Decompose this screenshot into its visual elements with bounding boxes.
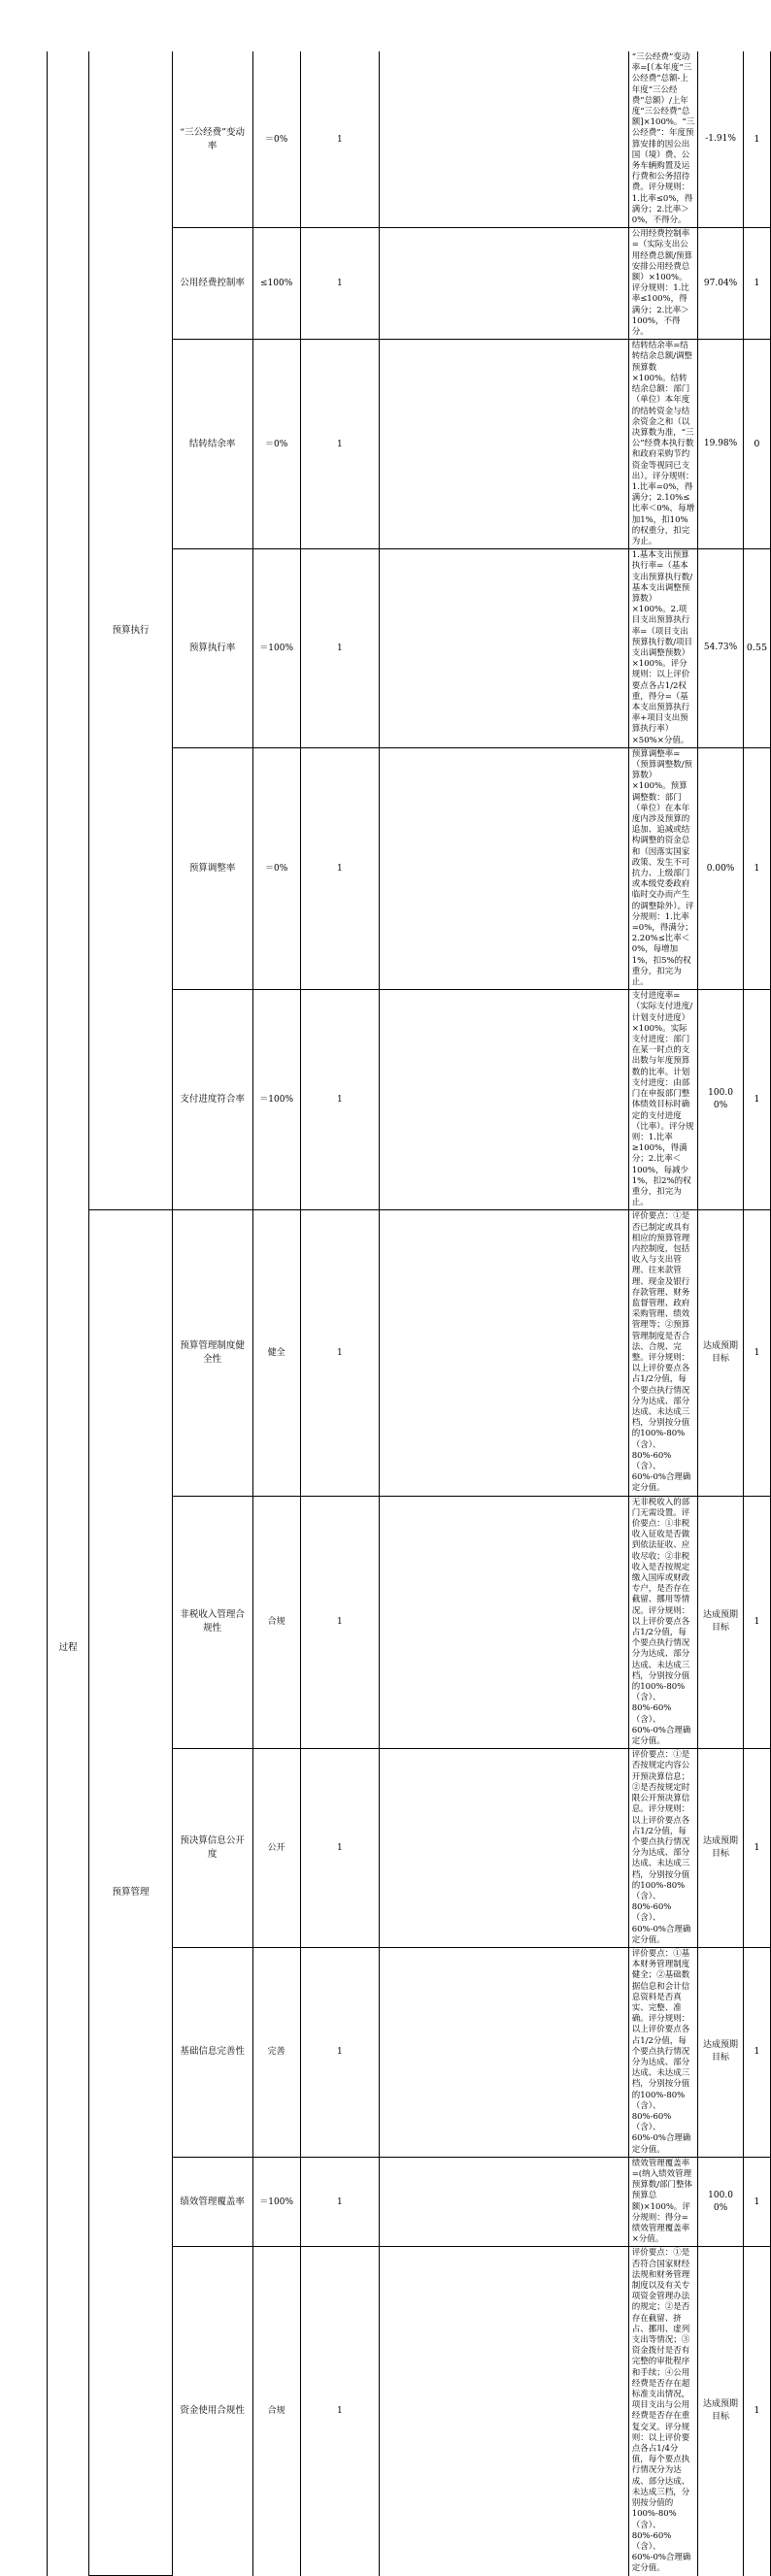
- actual-value: 100.00%: [698, 990, 744, 1210]
- scoring-description: 评价要点：①是否按规定内容公开预决算信息；②是否按规定时限公开预决算信息。评分规则：以上评价要点各占1/2分值，每个要点执行情况分为达成、部分达成、未达成三档，分别按分值的100%-80%（含）、80%-60%（含）、60%-0%合理确定分值。: [628, 1749, 698, 1948]
- score-value: 1: [743, 2247, 770, 2576]
- score-value: 0: [743, 340, 770, 549]
- target-value: 合规: [252, 2247, 300, 2576]
- scoring-description: 1.基本支出预算执行率=（基本支出预算执行数/基本支出调整预算数）×100%。2.项目支出预算执行率=（项目支出预算执行数/项目支出调整预数）×100%。评分规则：以上评价要点各占1/2权重，得分=（基本支出预算执行率+项目支出预算执行率）×50%×分值。: [628, 549, 698, 748]
- table-body: [48, 51, 771, 2576]
- scoring-description: “三公经费”变动率=[（本年度“三公经费”总额-上年度“三公经费”总额）/上年度“三公经费”总额]×100%。“三公经费”：年度预算安排的因公出国（境）费、公务车辆购置及运行费和公务招待费。评分规则：1.比率≤0%，得满分；2.比率＞0%，不得分。: [628, 51, 698, 228]
- target-value: ＝0%: [252, 51, 300, 228]
- indicator-name: 结转结余率: [172, 340, 252, 549]
- actual-value: 19.98%: [698, 340, 744, 549]
- scoring-description: 预算调整率=（预算调整数/预算数）×100%。预算调整数：部门（单位）在本年度内涉及预算的追加、追减或结构调整的资金总和（因落实国家政策、发生不可抗力、上级部门或本级党委政府临时交办而产生的调整除外）。评分规则：1.比率=0%，得满分；2.20%≤比率＜0%，每增加1%，扣5%的权重分，扣完为止。: [628, 747, 698, 989]
- weight-value: 1: [300, 1947, 379, 2157]
- target-value: 公开: [252, 1749, 300, 1948]
- scoring-description: 结转结余率=结转结余总额/调整预算数×100%。结转结余总额：部门（单位）本年度的结转资金与结余资金之和（以决算数为准，“三公”经费本执行数和政府采购节约资金等视同已支出）。评分规则：1.比率=0%，得满分；2.10%≤比率＜0%，每增加1%，扣10%的权重分，扣完为止。: [628, 340, 698, 549]
- indicator-name: 非税收入管理合规性: [172, 1496, 252, 1749]
- blank-cell: [380, 51, 629, 228]
- actual-value: 54.73%: [698, 549, 744, 748]
- target-value: 完善: [252, 1947, 300, 2157]
- blank-cell: [380, 990, 629, 1210]
- scoring-description: 绩效管理覆盖率=(纳入绩效管理预算数/部门整体预算总额)×100%。评分规则：得分=绩效管理覆盖率×分值。: [628, 2157, 698, 2247]
- table-row: [48, 51, 771, 228]
- indicator-name: 公用经费控制率: [172, 228, 252, 340]
- weight-value: 1: [300, 1496, 379, 1749]
- blank-cell: [380, 1496, 629, 1749]
- actual-value: 0.00%: [698, 747, 744, 989]
- weight-value: 1: [300, 990, 379, 1210]
- indicator-name: 预决算信息公开度: [172, 1749, 252, 1948]
- actual-value: 100.00%: [698, 2157, 744, 2247]
- weight-value: 1: [300, 1210, 379, 1496]
- score-value: 0.55: [743, 549, 770, 748]
- level1-indicator: 过程: [48, 51, 89, 2576]
- scoring-description: 无非税收入的部门无需设置。评价要点：①非税收入征收是否做到依法征收、应收尽收；②非税收入是否按规定缴入国库或财政专户，是否存在截留、挪用等情况。评分规则：以上评价要点各占1/2分值，每个要点执行情况分为达成、部分达成、未达成三档，分别按分值的100%-80%（含）、80%-60%（含）、60%-0%合理确定分值。: [628, 1496, 698, 1749]
- indicator-name: 绩效管理覆盖率: [172, 2157, 252, 2247]
- blank-cell: [380, 1947, 629, 2157]
- evaluation-table: [47, 51, 771, 2576]
- target-value: ＝0%: [252, 340, 300, 549]
- actual-value: 达成预期目标: [698, 2247, 744, 2576]
- weight-value: 1: [300, 228, 379, 340]
- indicator-name: 基础信息完善性: [172, 1947, 252, 2157]
- blank-cell: [380, 1210, 629, 1496]
- blank-cell: [380, 2157, 629, 2247]
- target-value: ＝100%: [252, 990, 300, 1210]
- score-value: 1: [743, 2157, 770, 2247]
- indicator-name: 资金使用合规性: [172, 2247, 252, 2576]
- score-value: 1: [743, 1947, 770, 2157]
- score-value: 1: [743, 1749, 770, 1948]
- score-value: 1: [743, 228, 770, 340]
- score-value: 1: [743, 51, 770, 228]
- blank-cell: [380, 228, 629, 340]
- actual-value: -1.91%: [698, 51, 744, 228]
- actual-value: 达成预期目标: [698, 1749, 744, 1948]
- actual-value: 97.04%: [698, 228, 744, 340]
- target-value: ≤100%: [252, 228, 300, 340]
- scoring-description: 公用经费控制率=（实际支出公用经费总额/预算安排公用经费总额）×100%。评分规则：1.比率≤100%，得满分；2.比率＞100%，不得分。: [628, 228, 698, 340]
- weight-value: 1: [300, 51, 379, 228]
- indicator-name: 支付进度符合率: [172, 990, 252, 1210]
- scoring-description: 评价要点：①是否已制定或具有相应的预算管理内控制度，包括收入与支出管理、往来款管理、现金及银行存款管理、财务监督管理、政府采购管理、绩效管理等；②预算管理制度是否合法、合规、完整。评分规则：以上评价要点各占1/2分值，每个要点执行情况分为达成、部分达成、未达成三档，分别按分值的100%-80%（含）、80%-60%（含）、60%-0%合理确定分值。: [628, 1210, 698, 1496]
- blank-cell: [380, 340, 629, 549]
- scoring-description: 支付进度率=（实际支付进度/计划支付进度）×100%。实际支付进度：部门在某一时点的支出数与年度预算数的比率。计划支付进度：由部门在申报部门整体绩效目标时确定的支付进度（比率）。评分规则：1.比率≥100%，得满分；2.比率＜100%，每减少1%，扣2%的权重分，扣完为止。: [628, 990, 698, 1210]
- indicator-name: “三公经费”变动率: [172, 51, 252, 228]
- score-value: 1: [743, 1210, 770, 1496]
- indicator-name: 预算管理制度健全性: [172, 1210, 252, 1496]
- blank-cell: [380, 747, 629, 989]
- target-value: ＝100%: [252, 549, 300, 748]
- blank-cell: [380, 2247, 629, 2576]
- weight-value: 1: [300, 1749, 379, 1948]
- blank-cell: [380, 1749, 629, 1948]
- target-value: ＝100%: [252, 2157, 300, 2247]
- target-value: 合规: [252, 1496, 300, 1749]
- level2-indicator: 预算执行: [89, 51, 172, 1210]
- actual-value: 达成预期目标: [698, 1947, 744, 2157]
- score-value: 1: [743, 990, 770, 1210]
- weight-value: 1: [300, 340, 379, 549]
- actual-value: 达成预期目标: [698, 1210, 744, 1496]
- weight-value: 1: [300, 549, 379, 748]
- score-value: 1: [743, 747, 770, 989]
- indicator-name: 预算执行率: [172, 549, 252, 748]
- weight-value: 1: [300, 2157, 379, 2247]
- weight-value: 1: [300, 747, 379, 989]
- actual-value: 达成预期目标: [698, 1496, 744, 1749]
- scoring-description: 评价要点：①是否符合国家财经法规和财务管理制度以及有关专项资金管理办法的规定；②是否存在截留、挤占、挪用、虚列支出等情况；③资金拨付是否有完整的审批程序和手续；④公用经费是否存在超标准支出情况，项目支出与公用经费是否存在重复交叉。评分规则：以上评价要点各占1/4分值，每个要点执行情况分为达成、部分达成、未达成三档，分别按分值的100%-80%（含）、80%-60%（含）、60%-0%合理确定分值。: [628, 2247, 698, 2576]
- weight-value: 1: [300, 2247, 379, 2576]
- target-value: 健全: [252, 1210, 300, 1496]
- table-row: [48, 1210, 771, 1496]
- blank-cell: [380, 549, 629, 748]
- scoring-description: 评价要点：①基本财务管理制度健全；②基础数据信息和会计信息资料是否真实、完整、准确。评分规则：以上评价要点各占1/2分值，每个要点执行情况分为达成、部分达成、未达成三档，分别按分值的100%-80%（含）、80%-60%（含）、60%-0%合理确定分值。: [628, 1947, 698, 2157]
- indicator-name: 预算调整率: [172, 747, 252, 989]
- level2-indicator: 预算管理: [89, 1210, 172, 2576]
- target-value: ＝0%: [252, 747, 300, 989]
- score-value: 1: [743, 1496, 770, 1749]
